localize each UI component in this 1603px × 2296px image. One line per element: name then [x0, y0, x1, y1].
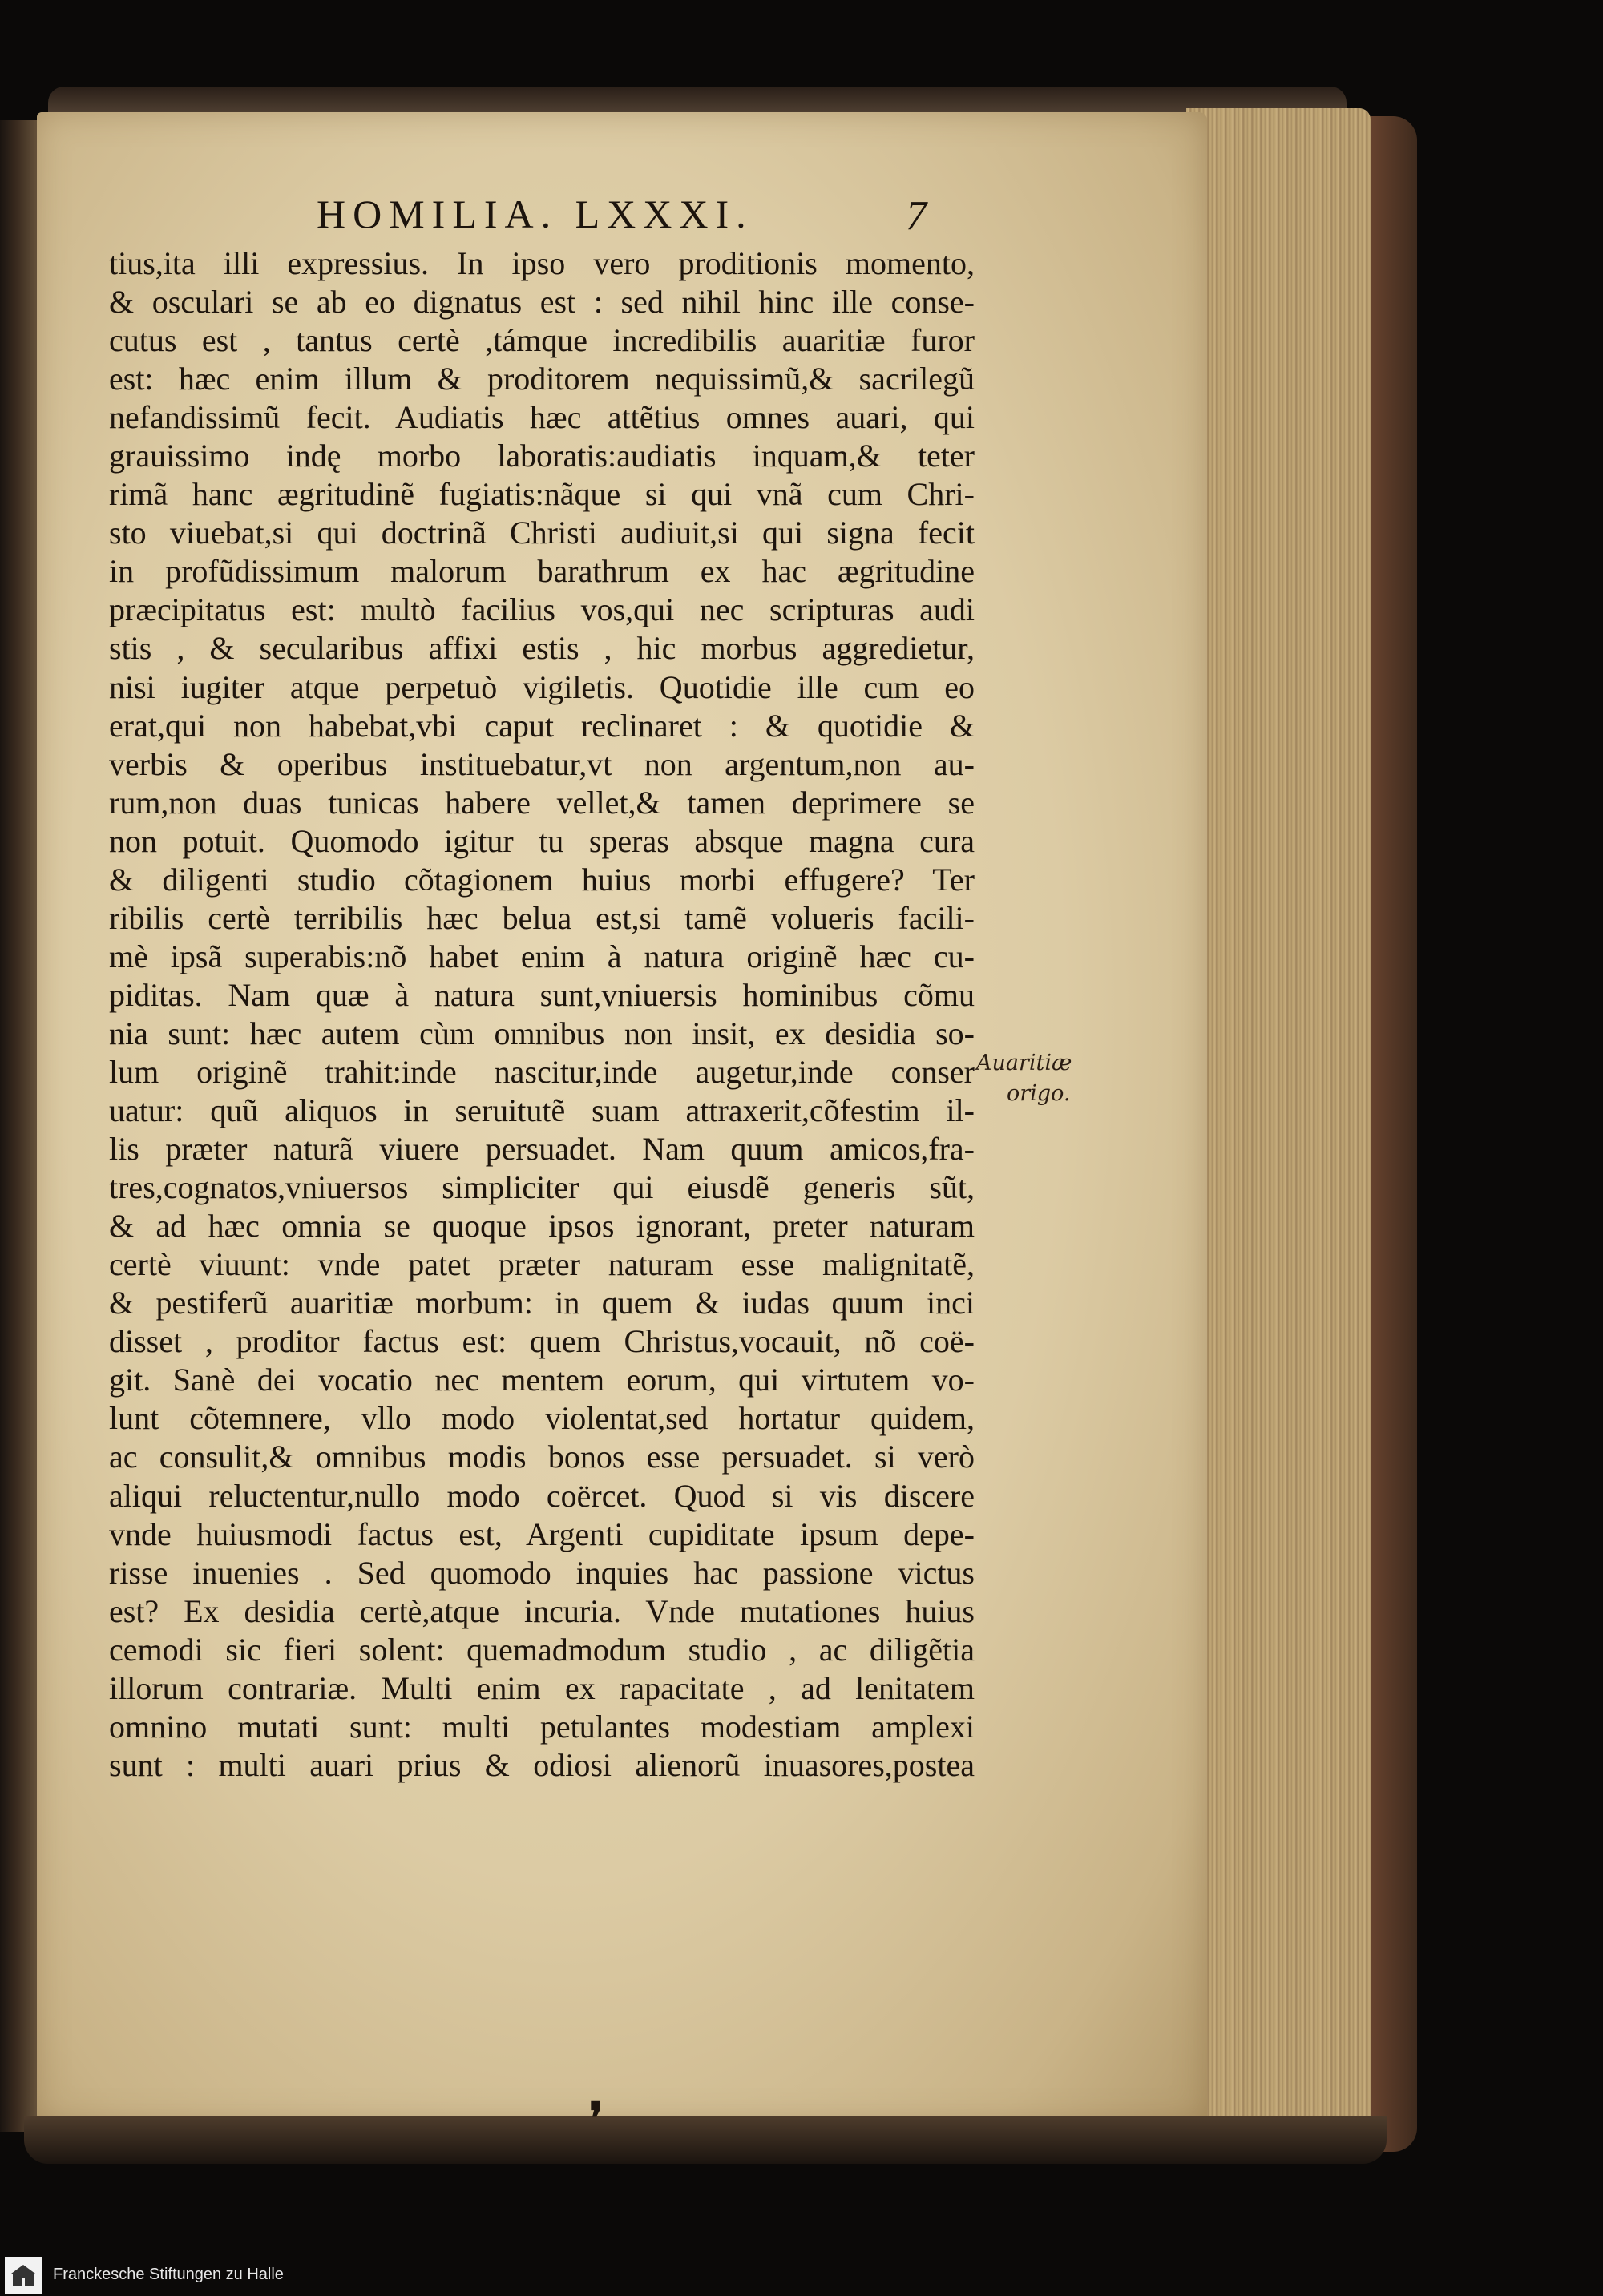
text-line: git. Sanè dei vocatio nec mentem eorum, qui virtutem vo- [109, 1362, 975, 1398]
text-line: lis præter naturã viuere persuadet. Nam quum amicos,fra- [109, 1131, 975, 1168]
text-line: aliqui reluctentur,nullo modo coërcet. Quod si vis discere [109, 1477, 975, 1514]
text-line: ribilis certè terribilis hæc belua est,si tamẽ volueris facili- [109, 899, 975, 936]
institution-logo-icon [5, 2257, 42, 2294]
text-line: mè ipsã superabis:nõ habet enim à natura originẽ hæc cu- [109, 938, 975, 974]
text-line: illorum contrariæ. Multi enim ex rapacitate , ad lenitatem [109, 1669, 975, 1706]
text-line: omnino mutati sunt: multi petulantes modestiam amplexi [109, 1708, 975, 1745]
text-line: lunt cõtemnere, vllo modo violentat,sed hortatur quidem, [109, 1400, 975, 1437]
text-line: non potuit. Quomodo igitur tu speras absque magna cura [109, 822, 975, 859]
text-line: tres,cognatos,vniuersos simpliciter qui eiusdẽ generis sũt, [109, 1169, 975, 1206]
text-line: ac consulit,& omnibus modis bonos esse persuadet. si verò [109, 1439, 975, 1475]
book-left-edge [0, 120, 42, 2132]
text-line: præcipitatus est: multò facilius vos,qui nec scripturas audi [109, 591, 975, 628]
text-line: uatur: quũ aliquos in seruitutẽ suam attraxerit,cõfestim il- [109, 1092, 975, 1129]
text-line: cutus est , tantus certè ,támque incredibilis auaritiæ furor [109, 322, 975, 359]
footer-bar [0, 2254, 1603, 2296]
marginal-note [976, 1048, 1137, 1109]
footer-institution-text: Franckesche Stiftungen zu Halle [53, 2266, 284, 2283]
page-edges [1186, 108, 1371, 2144]
running-head: HOMILIA. LXXXI. [317, 192, 753, 236]
text-line: sunt : multi auari prius & odiosi alienorũ inuasores,postea [109, 1746, 975, 1783]
text-line: certè viuunt: vnde patet præter naturam esse malignitatẽ, [109, 1246, 975, 1283]
text-line: est? Ex desidia certè,atque incuria. Vnde mutationes huius [109, 1592, 975, 1629]
text-line: lum originẽ trahit:inde nascitur,inde augetur,inde conser [109, 1053, 975, 1090]
text-line: disset , proditor factus est: quem Christus,vocauit, nõ coë- [109, 1323, 975, 1360]
text-line: & pestiferũ auaritiæ morbum: in quem & iudas quum inci [109, 1285, 975, 1322]
text-line: nia sunt: hæc autem cùm omnibus non insit, ex desidia so- [109, 1015, 975, 1051]
text-line: est: hæc enim illum & proditorem nequissimũ,& sacrilegũ [109, 361, 975, 397]
text-line: & diligenti studio cõtagionem huius morbi effugere? Ter [109, 861, 975, 898]
text-line: rimã hanc ægritudinẽ fugiatis:nãque si qui vnã cum Chri- [109, 476, 975, 513]
text-line: nisi iugiter atque perpetuò vigiletis. Quotidie ille cum eo [109, 668, 975, 705]
text-line: tius,ita illi expressius. In ipso vero proditionis momento, [109, 245, 975, 281]
text-line: in profũdissimum malorum barathrum ex hac ægritudine [109, 553, 975, 590]
text-line: stis , & secularibus affixi estis , hic morbus aggredietur, [109, 630, 975, 667]
text-line: vnde huiusmodi factus est, Argenti cupiditate ipsum depe- [109, 1515, 975, 1552]
text-line: rum,non duas tunicas habere vellet,& tamen deprimere se [109, 784, 975, 821]
text-line: piditas. Nam quæ à natura sunt,vniuersis hominibus cõmu [109, 976, 975, 1013]
text-line: & ad hæc omnia se quoque ipsos ignorant, preter naturam [109, 1208, 975, 1245]
text-line: risse inuenies . Sed quomodo inquies hac passione victus [109, 1554, 975, 1591]
text-line: erat,qui non habebat,vbi caput reclinaret : & quotidie & [109, 707, 975, 744]
text-line: grauissimo indę morbo laboratis:audiatis inquam,& teter [109, 438, 975, 474]
signature-mark: ❜ [589, 2095, 604, 2143]
page-number: 7 [906, 193, 927, 239]
text-line: & osculari se ab eo dignatus est : sed nihil hinc ille conse- [109, 284, 975, 321]
marginal-note-line: Auaritiæ [976, 1051, 1072, 1075]
text-line: verbis & operibus instituebatur,vt non argentum,non au- [109, 745, 975, 782]
book-cover-bottom [24, 2116, 1387, 2164]
text-line: cemodi sic fieri solent: quemadmodum studio , ac diligẽtia [109, 1631, 975, 1668]
text-line: nefandissimũ fecit. Audiatis hæc attẽtius omnes auari, qui [109, 399, 975, 436]
text-line: sto viuebat,si qui doctrinã Christi audiuit,si qui signa fecit [109, 514, 975, 551]
body-text [109, 244, 975, 1785]
marginal-note-line: origo. [1007, 1081, 1071, 1106]
